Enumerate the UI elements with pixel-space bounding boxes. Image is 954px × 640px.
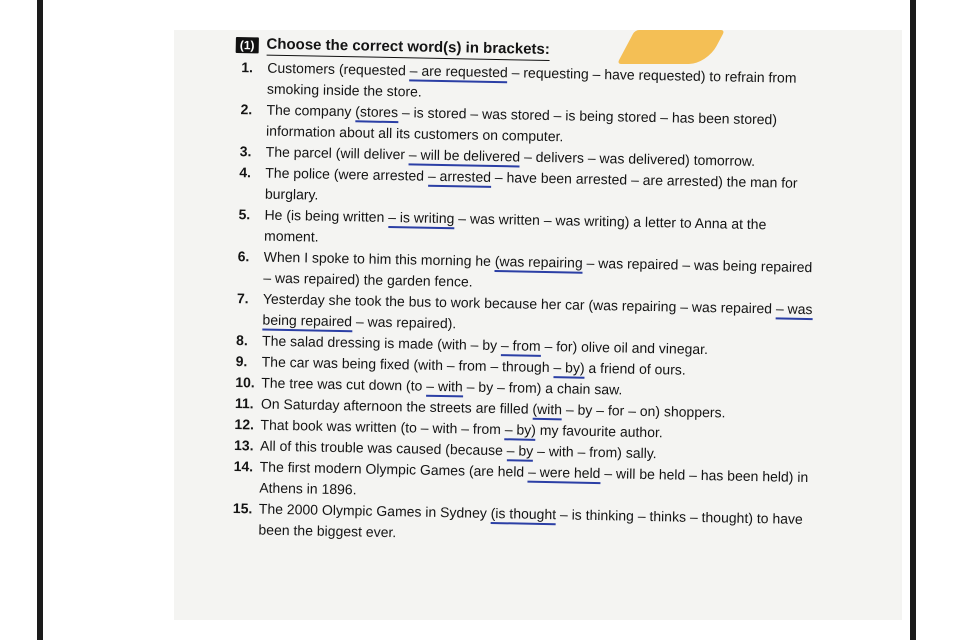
underlined-answer: (stores xyxy=(355,103,398,123)
right-frame-border xyxy=(910,0,916,640)
question-text-before: On Saturday afternoon the streets are filled xyxy=(260,395,533,417)
question-number: 3. xyxy=(239,143,252,160)
question-number: 11. xyxy=(234,395,254,412)
underlined-answer: – by) xyxy=(505,421,536,441)
left-frame-border xyxy=(37,0,43,640)
question-text-after: – was written – was writing) a letter to Anna at the moment. xyxy=(263,210,767,245)
question-text-before: All of this trouble was caused (because xyxy=(259,437,507,459)
underlined-answer: – arrested xyxy=(428,168,491,188)
question-list xyxy=(226,57,825,551)
question-number: 15. xyxy=(232,500,253,517)
question-text-before: The car was being fixed (with – from – through xyxy=(261,353,554,376)
underlined-answer: – was being repaired xyxy=(262,300,812,332)
question-number: 1. xyxy=(241,59,254,76)
underlined-answer: – by xyxy=(507,442,534,462)
question-number: 13. xyxy=(233,437,254,454)
question-number: 2. xyxy=(240,101,253,118)
underlined-answer: (is thought xyxy=(491,505,557,525)
question-text-before: The salad dressing is made (with – by xyxy=(261,332,502,354)
question-text-before: That book was written (to – with – from xyxy=(260,416,505,438)
question-text-before: He (is being written xyxy=(264,206,389,225)
question-text-after: – delivers – was delivered) tomorrow. xyxy=(520,148,756,169)
question-number: 6. xyxy=(237,248,250,265)
underlined-answer: – is writing xyxy=(388,209,454,229)
underlined-answer: – are requested xyxy=(410,62,508,83)
exercise-sheet xyxy=(226,34,826,551)
question-text-before: When I spoke to him this morning he xyxy=(263,248,495,270)
question-text-after: – was repaired). xyxy=(351,313,457,332)
question-number: 8. xyxy=(235,332,248,349)
question-number: 7. xyxy=(236,290,249,307)
question-text-before: The first modern Olympic Games (are held xyxy=(259,458,529,480)
question-text-after: – with – from) sally. xyxy=(533,442,657,462)
section-title: Choose the correct word(s) in brackets: xyxy=(266,35,550,61)
question-text-after: – for) olive oil and vinegar. xyxy=(540,337,709,358)
question-text-before: The police (were arrested xyxy=(265,164,429,184)
question-number: 9. xyxy=(235,353,248,370)
question-text-before: Yesterday she took the bus to work because her car (was repairing – was repaired xyxy=(262,290,777,317)
question-text-after: – by – from) a chain saw. xyxy=(462,378,623,398)
question-text-after: – was repaired – was being repaired – was repaired) the garden fence. xyxy=(263,254,813,290)
underlined-answer: (with xyxy=(532,401,562,421)
question-text-after: – is thinking – thinks – thought) to have been the biggest ever. xyxy=(258,506,803,541)
underlined-answer: – were held xyxy=(528,464,601,484)
question-number: 4. xyxy=(239,164,252,181)
question-text-before: Customers (requested xyxy=(267,59,410,79)
question-text-after: – by – for – on) shoppers. xyxy=(561,401,726,421)
underlined-answer: – will be delivered xyxy=(409,146,521,167)
question-text-before: The parcel (will deliver xyxy=(265,143,410,163)
question-text-after: a friend of ours. xyxy=(584,359,686,378)
question-text-after: – requesting – have requested) to refrain from smoking inside the store. xyxy=(266,64,797,100)
question-text-before: The company xyxy=(266,101,356,120)
question-text-after: my favourite author. xyxy=(535,421,663,441)
question-number: 14. xyxy=(233,458,254,475)
underlined-answer: – from xyxy=(501,337,541,357)
underlined-answer: (was repairing xyxy=(495,253,583,274)
section-number-badge: (1) xyxy=(236,36,259,52)
question-number: 5. xyxy=(238,206,251,223)
question-number: 12. xyxy=(234,416,255,433)
underlined-answer: – with xyxy=(426,378,463,398)
underlined-answer: – by) xyxy=(553,359,584,379)
question-text-before: The tree was cut down (to xyxy=(261,374,427,394)
question-text-after: – will be held – has been held) in Athens in 1896. xyxy=(259,465,809,498)
question-text-after: – is stored – was stored – is being stored – has been stored) information about all its customers on computer. xyxy=(265,104,778,145)
question-number: 10. xyxy=(235,374,255,391)
question-text-before: The 2000 Olympic Games in Sydney xyxy=(258,500,491,521)
question-text-after: – have been arrested – are arrested) the man for burglary. xyxy=(264,168,798,203)
